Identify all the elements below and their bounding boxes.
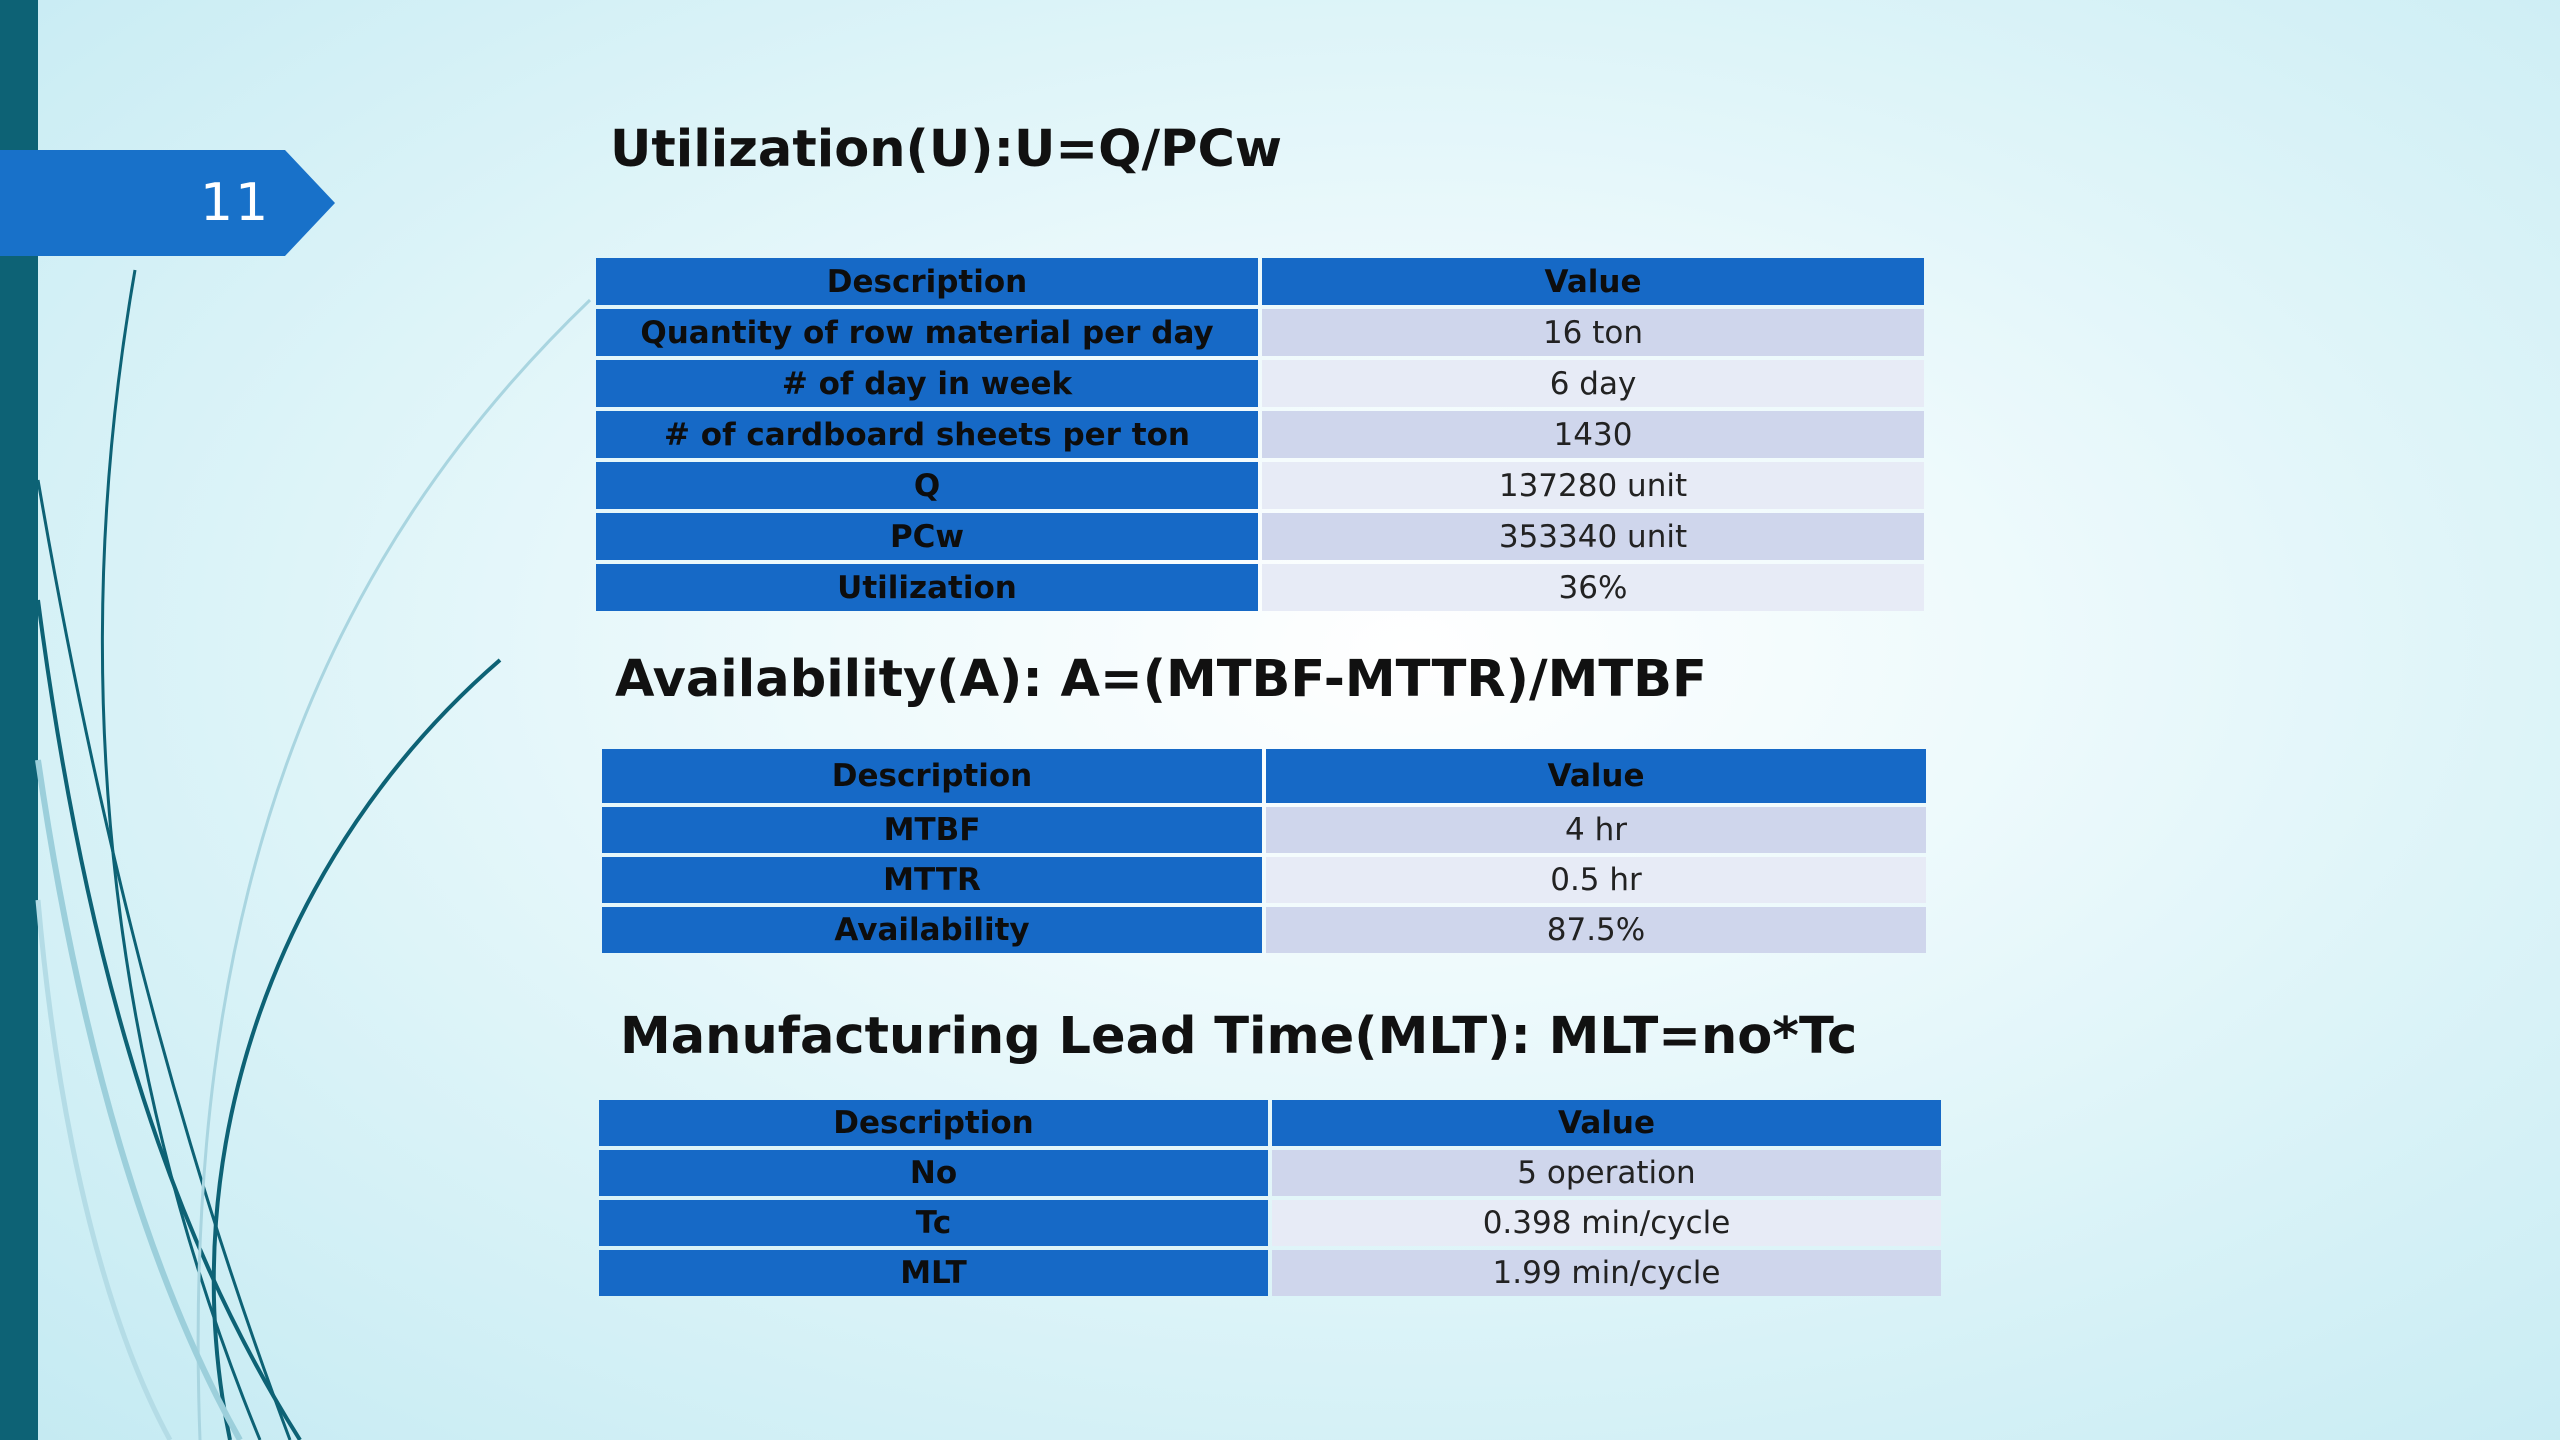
value-column-header: Value	[1272, 1100, 1941, 1146]
row-description: MLT	[599, 1250, 1268, 1296]
row-value: 137280 unit	[1262, 462, 1924, 509]
table-header-row	[599, 1100, 1941, 1146]
table-row	[599, 1250, 1941, 1296]
row-description: MTTR	[602, 857, 1262, 903]
row-description: No	[599, 1150, 1268, 1196]
row-description: # of cardboard sheets per ton	[596, 411, 1258, 458]
value-column-header: Value	[1266, 749, 1926, 803]
table-row	[596, 411, 1924, 458]
row-value: 0.398 min/cycle	[1272, 1200, 1941, 1246]
row-value: 16 ton	[1262, 309, 1924, 356]
description-column-header: Description	[602, 749, 1262, 803]
value-column-header: Value	[1262, 258, 1924, 305]
table-header-row	[602, 749, 1926, 803]
row-value: 0.5 hr	[1266, 857, 1926, 903]
row-description: Utilization	[596, 564, 1258, 611]
availability-heading: Availability(A): A=(MTBF-MTTR)/MTBF	[615, 650, 1707, 709]
mlt-table	[595, 1096, 1945, 1300]
availability-table	[598, 745, 1930, 957]
row-description: # of day in week	[596, 360, 1258, 407]
table-row	[602, 807, 1926, 853]
utilization-heading: Utilization(U):U=Q/PCw	[610, 120, 1283, 179]
table-row	[596, 462, 1924, 509]
table-row	[599, 1150, 1941, 1196]
mlt-heading: Manufacturing Lead Time(MLT): MLT=no*Tc	[620, 1007, 1858, 1066]
table-row	[596, 564, 1924, 611]
table-header-row	[596, 258, 1924, 305]
row-value: 4 hr	[1266, 807, 1926, 853]
slide-number-badge	[0, 150, 335, 256]
row-description: PCw	[596, 513, 1258, 560]
description-column-header: Description	[599, 1100, 1268, 1146]
table-row	[602, 907, 1926, 953]
row-value: 87.5%	[1266, 907, 1926, 953]
table-row	[596, 513, 1924, 560]
table-row	[596, 309, 1924, 356]
table-row	[602, 857, 1926, 903]
row-value: 1.99 min/cycle	[1272, 1250, 1941, 1296]
row-value: 353340 unit	[1262, 513, 1924, 560]
row-description: Q	[596, 462, 1258, 509]
row-description: Quantity of row material per day	[596, 309, 1258, 356]
row-value: 6 day	[1262, 360, 1924, 407]
row-description: Availability	[602, 907, 1262, 953]
table-row	[599, 1200, 1941, 1246]
row-value: 36%	[1262, 564, 1924, 611]
row-value: 1430	[1262, 411, 1924, 458]
row-description: MTBF	[602, 807, 1262, 853]
row-description: Tc	[599, 1200, 1268, 1246]
description-column-header: Description	[596, 258, 1258, 305]
row-value: 5 operation	[1272, 1150, 1941, 1196]
slide-number: 11	[200, 173, 271, 233]
table-row	[596, 360, 1924, 407]
utilization-table	[592, 254, 1928, 615]
